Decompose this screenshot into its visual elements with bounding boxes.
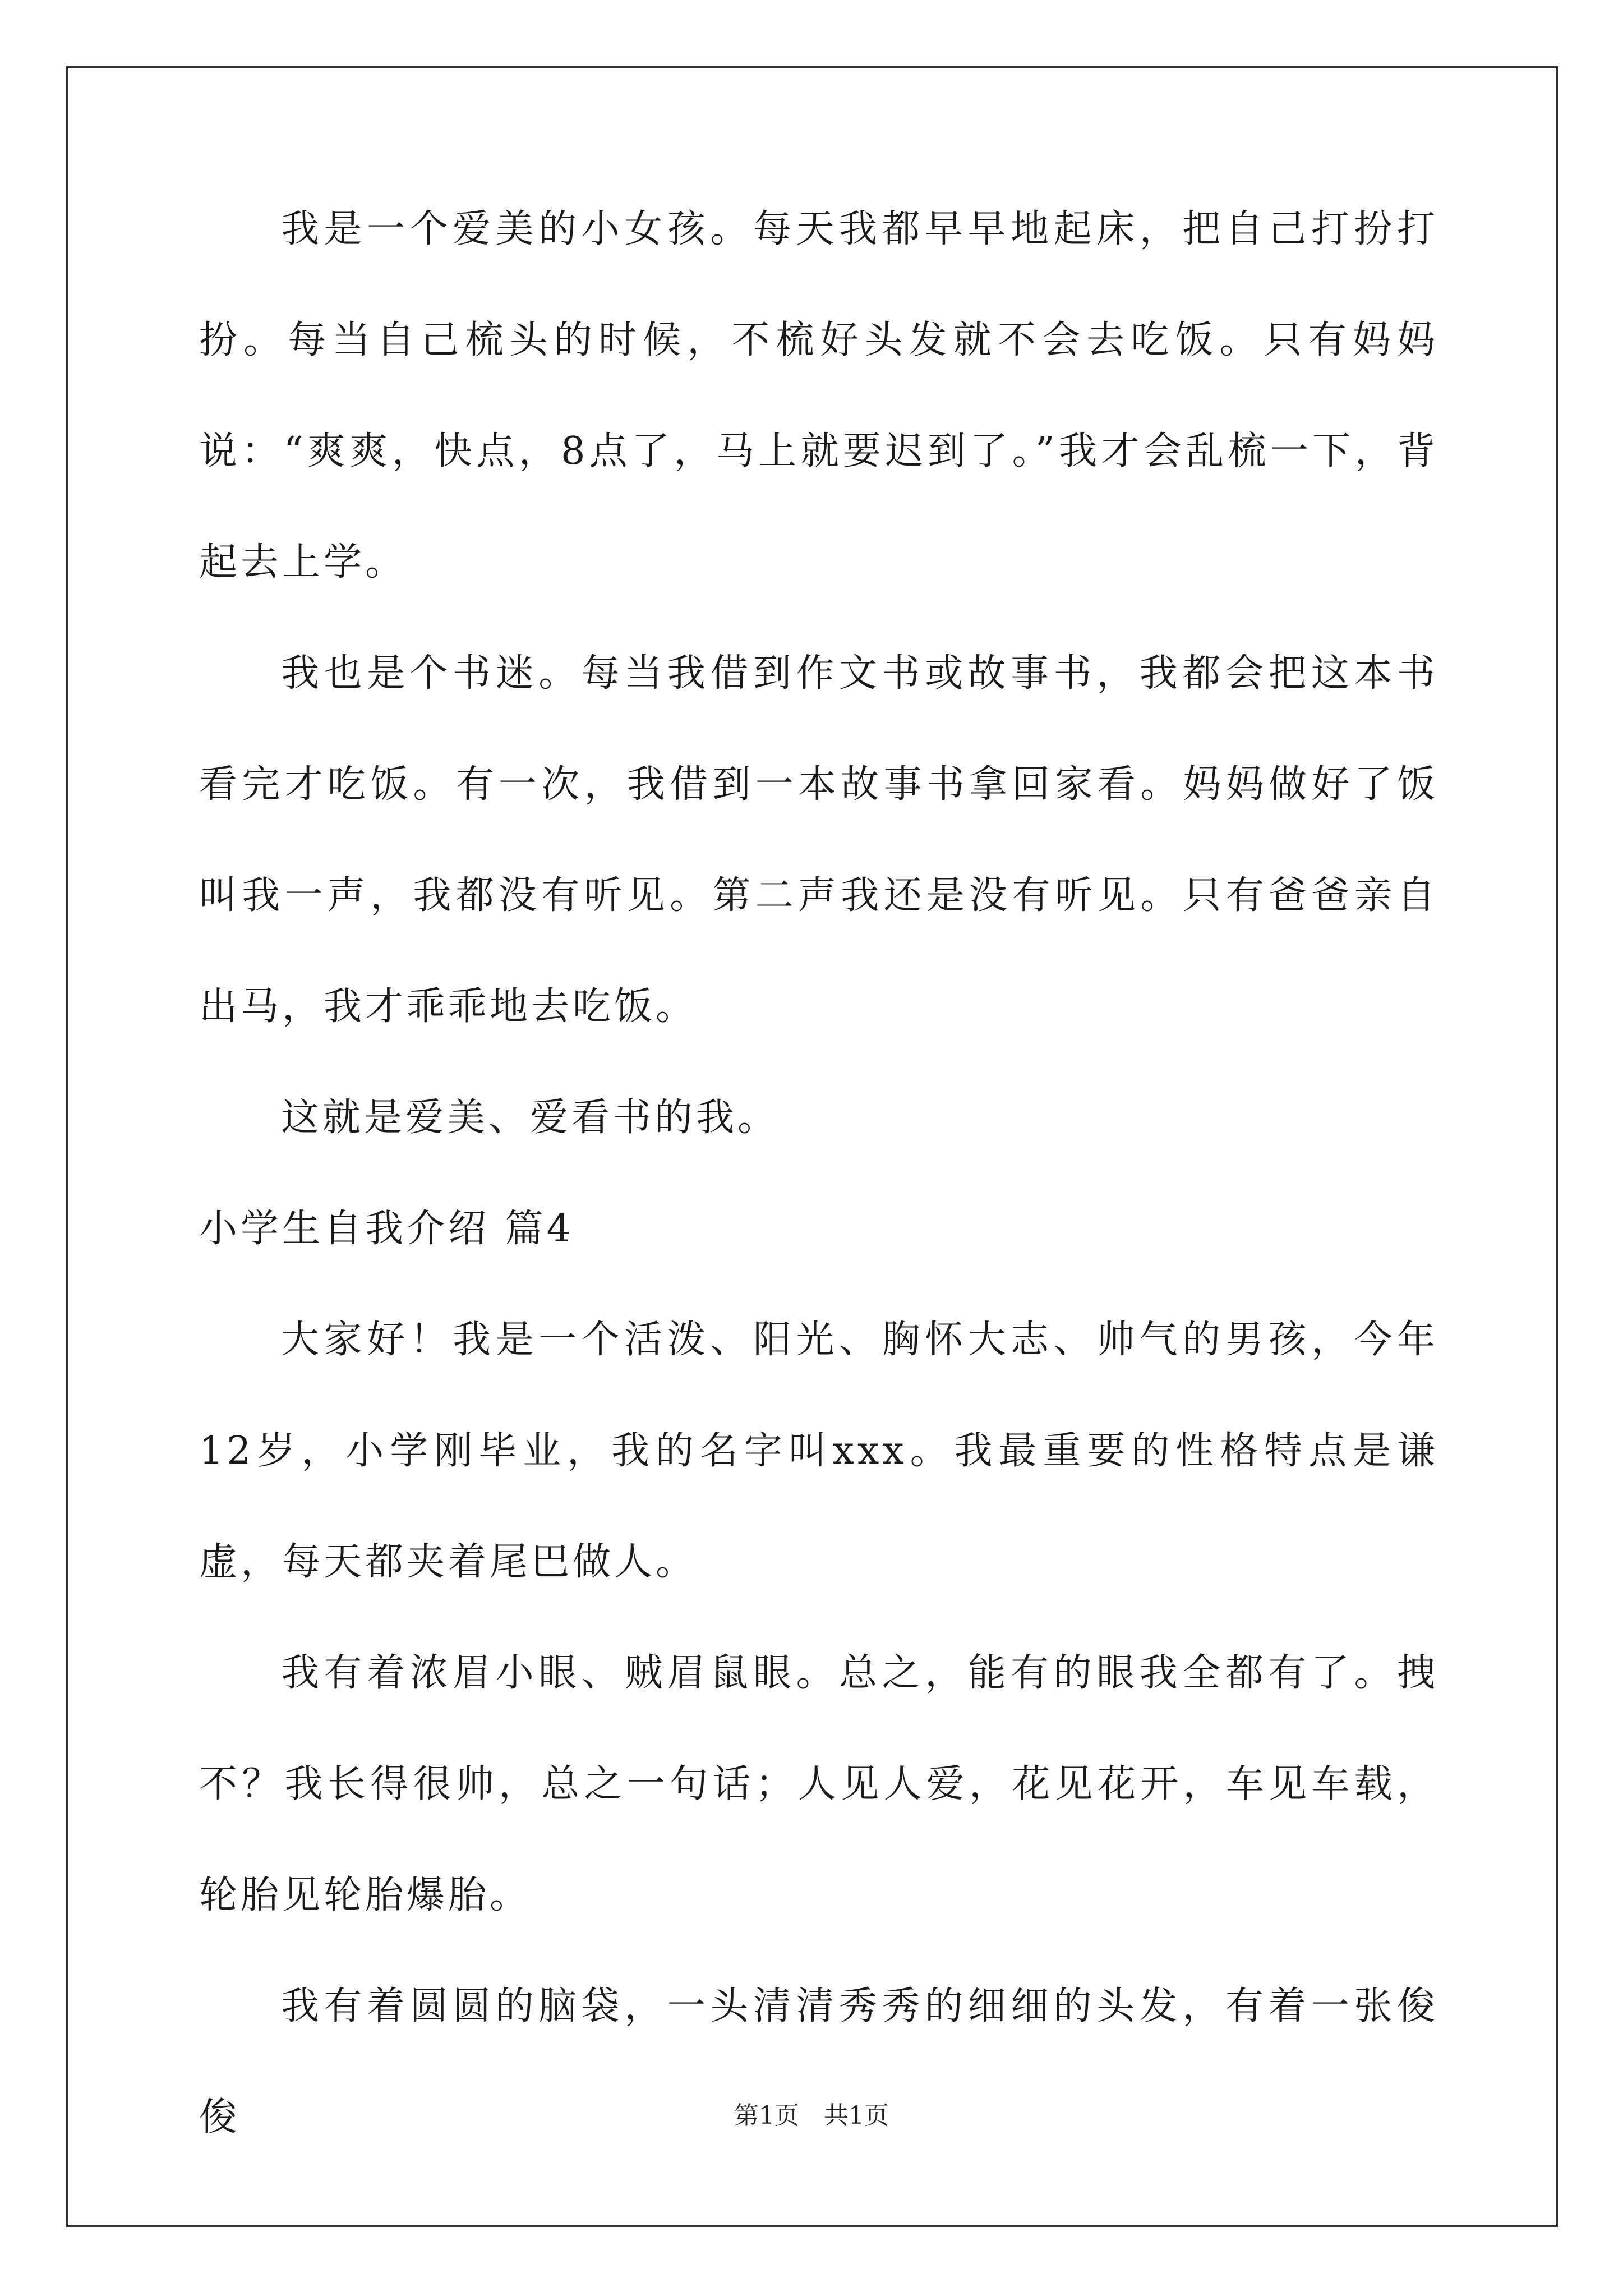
- paragraph: 我有着浓眉小眼、贼眉鼠眼。总之，能有的眼我全都有了。拽不？我长得很帅，总之一句话；人见人爱，花见花开，车见车载，轮胎见轮胎爆胎。: [199, 1651, 1438, 1917]
- document-body: [199, 174, 1438, 2173]
- page-footer: 第1页 共1页: [734, 2101, 889, 2130]
- section-title: 小学生自我介绍 篇4: [199, 1207, 574, 1251]
- paragraph: 这就是爱美、爱看书的我。: [281, 1096, 780, 1140]
- paragraph: 我是一个爱美的小女孩。每天我都早早地起床，把自己打扮打扮。每当自己梳头的时候，不梳好头发就不会去吃饭。只有妈妈说：“爽爽，快点，8点了，马上就要迟到了。”我才会乱梳一下，背起去上学。: [199, 207, 1438, 585]
- paragraph: 我也是个书迷。每当我借到作文书或故事书，我都会把这本书看完才吃饭。有一次，我借到一本故事书拿回家看。妈妈做好了饭叫我一声，我都没有听见。第二声我还是没有听见。只有爸爸亲自出马，我才乖乖地去吃饭。: [199, 651, 1438, 1029]
- paragraph: 我有着圆圆的脑袋，一头清清秀秀的细细的头发，有着一张俊俊: [199, 1984, 1438, 2139]
- paragraph: 大家好！我是一个活泼、阳光、胸怀大志、帅气的男孩，今年12岁，小学刚毕业，我的名字叫xxx。我最重要的性格特点是谦虚，每天都夹着尾巴做人。: [199, 1318, 1438, 1584]
